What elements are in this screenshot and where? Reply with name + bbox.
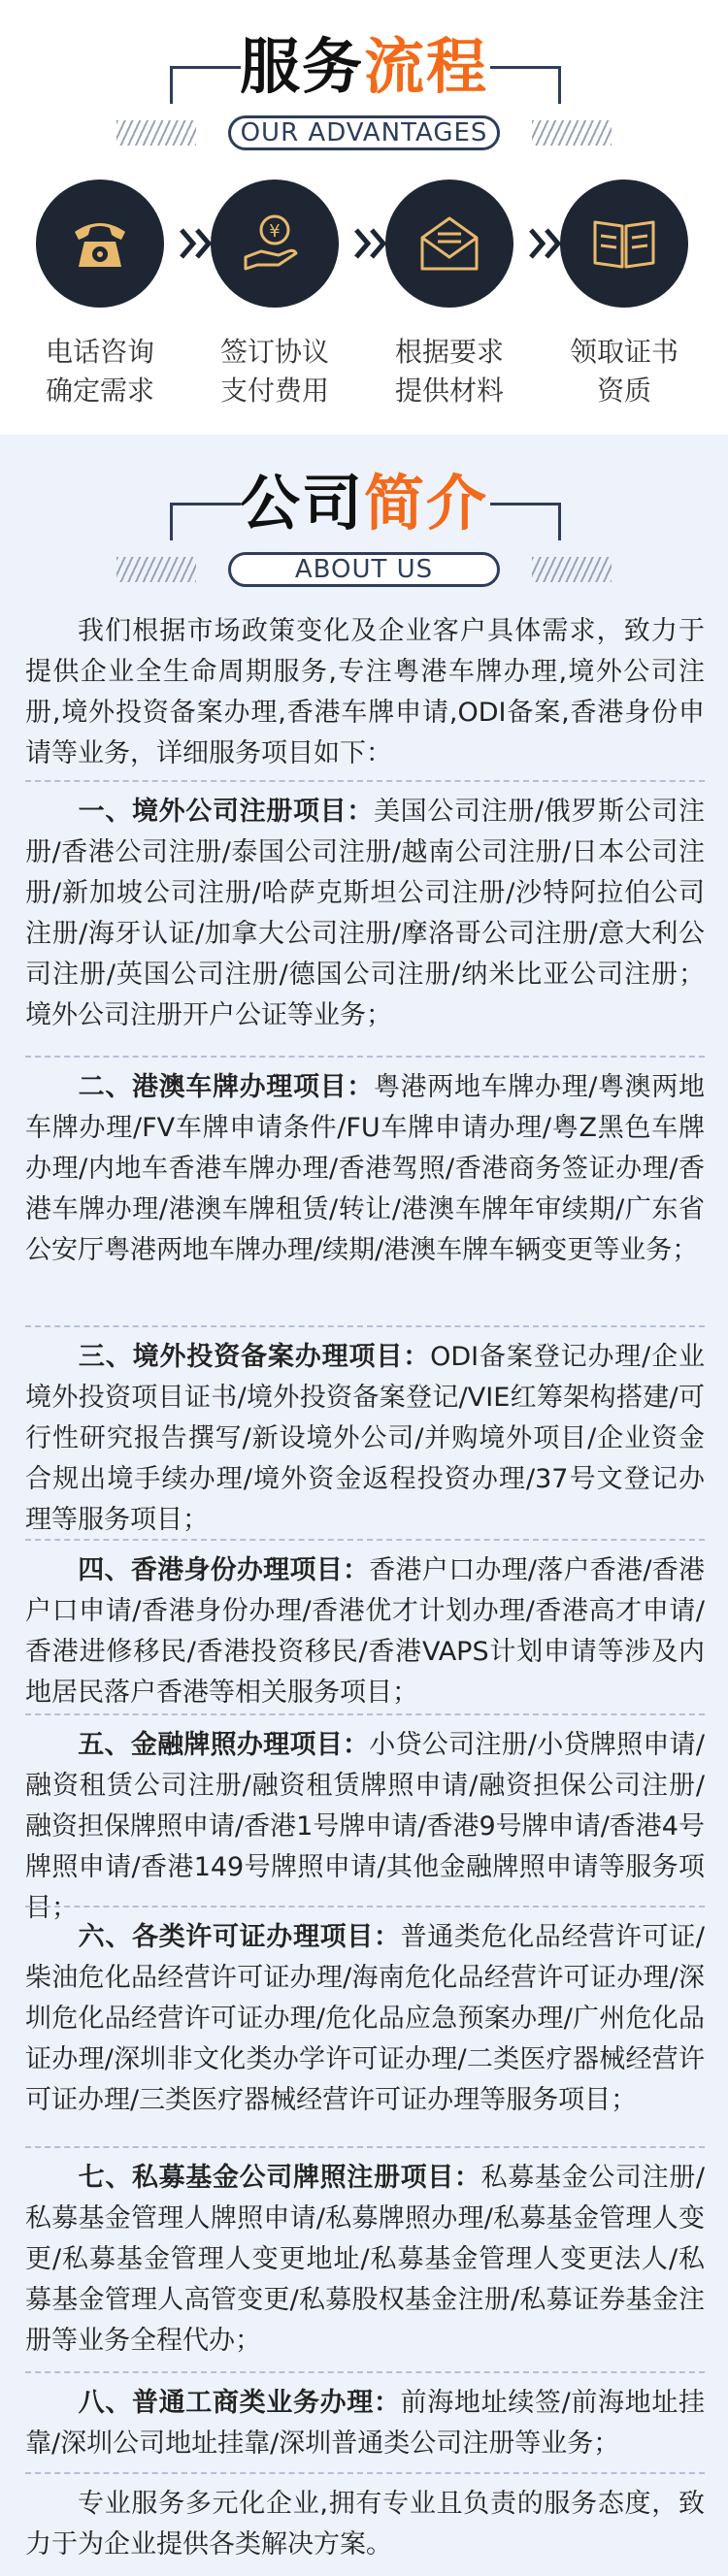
step-4-circle — [560, 179, 688, 308]
divider — [25, 1906, 705, 1908]
divider — [25, 2371, 705, 2373]
step-4-line-2: 资质 — [596, 375, 651, 407]
company-intro: 我们根据市场政策变化及企业客户具体需求，致力于提供企业全生命周期服务,专注粤港车牌办理,境外公司注册,境外投资备案办理,香港车牌申请,ODI备案,香港身份申请等业务，详细服务项目如下： — [25, 616, 705, 768]
divider — [25, 1056, 705, 1058]
step-3-circle — [385, 179, 513, 308]
service-item-4 — [25, 1550, 705, 1713]
services-title-dark: 服务 — [239, 31, 364, 102]
step-2-circle — [211, 179, 339, 308]
services-section — [0, 0, 728, 435]
service-item-1 — [25, 792, 705, 1036]
service-item-5-title: 五、金融牌照办理项目： — [78, 1730, 370, 1760]
service-item-5-text: 小贷公司注册/小贷牌照申请/融资租赁公司注册/融资租赁牌照申请/融资担保公司注册/融资担保牌照申请/香港1号牌申请/香港9号牌申请/香港4号牌照申请/香港149号牌照申请/其他金融牌照申请等服务项目； — [25, 1730, 705, 1923]
left-hatch-deco — [116, 557, 196, 582]
service-item-1-text: 美国公司注册/俄罗斯公司注册/香港公司注册/泰国公司注册/越南公司注册/日本公司注册/新加坡公司注册/哈萨克斯坦公司注册/沙特阿拉伯公司注册/海牙认证/加拿大公司注册/摩洛哥公司注册/意大利公司注册/英国公司注册/德国公司注册/纳米比亚公司注册；境外公司注册开户公证等业务； — [25, 797, 705, 1030]
service-item-6 — [25, 1917, 705, 2121]
divider — [25, 1325, 705, 1327]
svg-text:¥: ¥ — [269, 221, 281, 242]
certificate-book-icon — [589, 209, 659, 278]
service-item-8-title: 八、普通工商类业务办理： — [78, 2388, 401, 2418]
service-item-4-text: 香港户口办理/落户香港/香港户口申请/香港身份办理/香港优才计划办理/香港高才申请/香港进修移民/香港投资移民/香港VAPS计划申请等涉及内地居民落户香港等相关服务项目； — [25, 1555, 705, 1708]
service-item-7 — [25, 2158, 705, 2362]
services-title — [0, 31, 728, 102]
step-2-label — [192, 333, 357, 410]
telephone-icon — [65, 209, 135, 278]
right-bracket-deco — [490, 66, 561, 104]
yen-hand-icon — [240, 209, 310, 278]
divider — [25, 1713, 705, 1715]
service-item-7-title: 七、私募基金公司牌照注册项目： — [78, 2163, 481, 2193]
services-subtitle-badge: OUR ADVANTAGES — [228, 115, 500, 150]
service-item-3-title: 三、境外投资备案办理项目： — [78, 1342, 431, 1372]
step-4-line-1: 领取证书 — [569, 336, 678, 368]
step-3-label — [367, 333, 532, 410]
divider — [25, 1539, 705, 1541]
service-item-2-title: 二、港澳车牌办理项目： — [78, 1072, 374, 1102]
right-bracket-deco — [490, 503, 561, 540]
divider — [25, 2146, 705, 2148]
service-item-3-text: ODI备案登记办理/企业境外投资项目证书/境外投资备案登记/VIE红筹架构搭建/可行性研究报告撰写/新设境外公司/并购境外项目/企业资金合规出境手续办理/境外资金返程投资办理/37号文登记办理等服务项目； — [25, 1342, 705, 1535]
service-item-5 — [25, 1725, 705, 1929]
right-hatch-deco — [532, 120, 612, 146]
company-outro: 专业服务多元化企业,拥有专业且负责的服务态度，致力于为企业提供各类解决方案。 — [25, 2489, 705, 2560]
step-4-label — [542, 333, 707, 410]
service-item-7-text: 私募基金公司注册/私募基金管理人牌照申请/私募牌照办理/私募基金管理人变更/私募基金管理人变更地址/私募基金管理人变更法人/私募基金管理人高管变更/私募股权基金注册/私募证券基金注册等业务全程代办； — [25, 2163, 705, 2356]
company-title-accent: 简介 — [364, 468, 489, 538]
step-1-line-1: 电话咨询 — [45, 336, 154, 368]
left-bracket-deco — [170, 66, 241, 104]
step-1-label — [17, 333, 182, 410]
service-item-4-title: 四、香港身份办理项目： — [78, 1555, 370, 1585]
left-hatch-deco — [116, 120, 196, 146]
left-bracket-deco — [170, 503, 241, 540]
step-1-line-2: 确定需求 — [45, 375, 154, 407]
service-item-2 — [25, 1067, 705, 1271]
envelope-icon — [414, 209, 484, 278]
service-item-6-title: 六、各类许可证办理项目： — [78, 1922, 401, 1952]
step-1-circle — [36, 179, 164, 308]
service-item-8-text: 前海地址续签/前海地址挂靠/深圳公司地址挂靠/深圳普通类公司注册等业务； — [25, 2388, 705, 2459]
service-item-2-text: 粤港两地车牌办理/粤澳两地车牌办理/FV车牌申请条件/FU车牌申请办理/粤Z黑色车牌办理/内地车香港车牌办理/香港驾照/香港商务签证办理/香港车牌办理/港澳车牌租赁/转让/港澳车牌年审续期/广东省公安厅粤港两地车牌办理/续期/港澳车牌车辆变更等业务； — [25, 1072, 705, 1265]
service-item-6-text: 普通类危化品经营许可证/柴油危化品经营许可证办理/海南危化品经营许可证办理/深圳危化品经营许可证办理/危化品应急预案办理/广州危化品证办理/深圳非文化类办学许可证办理/二类医疗器械经营许可证办理/三类医疗器械经营许可证办理等服务项目； — [25, 1922, 705, 2115]
company-title — [0, 468, 728, 538]
service-item-1-title: 一、境外公司注册项目： — [78, 797, 374, 827]
divider — [25, 780, 705, 782]
company-title-dark: 公司 — [239, 468, 364, 538]
company-section — [0, 435, 728, 2576]
service-item-8 — [25, 2383, 705, 2464]
step-3-line-1: 根据要求 — [394, 336, 504, 368]
divider — [25, 2472, 705, 2474]
service-item-3 — [25, 1337, 705, 1541]
company-subtitle-badge: ABOUT US — [228, 552, 500, 587]
step-2-line-2: 支付费用 — [219, 375, 329, 407]
step-2-line-1: 签订协议 — [219, 336, 329, 368]
right-hatch-deco — [532, 557, 612, 582]
process-steps — [0, 179, 728, 432]
step-3-line-2: 提供材料 — [394, 375, 504, 407]
services-title-accent: 流程 — [364, 31, 489, 102]
